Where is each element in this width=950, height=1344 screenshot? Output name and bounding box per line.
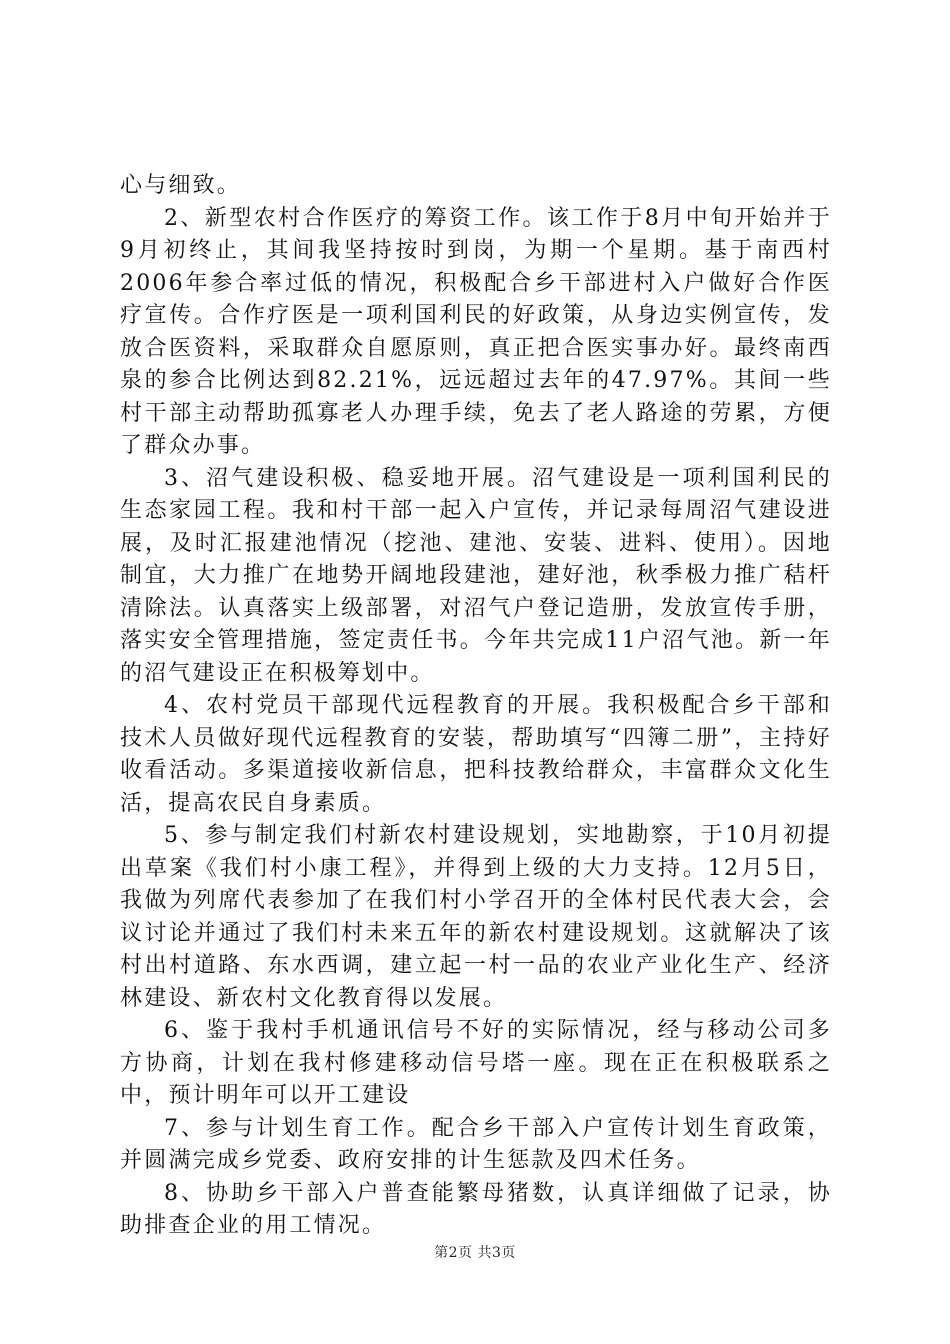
paragraph-item-7: 7、参与计划生育工作。配合乡干部入户宣传计划生育政策，并圆满完成乡党委、政府安排的计生惩款及四术任务。	[120, 1115, 832, 1173]
paragraph-continuation: 心与细致。	[120, 173, 242, 198]
paragraph-item-6: 6、鉴于我村手机通讯信号不好的实际情况，经与移动公司多方协商，计划在我村修建移动信号塔一座。现在正在积极联系之中，预计明年可以开工建设	[120, 1018, 832, 1108]
paragraph-item-8: 8、协助乡干部入户普查能繁母猪数，认真详细做了记录，协助排查企业的用工情况。	[120, 1180, 832, 1238]
paragraph-item-5: 5、参与制定我们村新农村建设规划，实地勘察，于10月初提出草案《我们村小康工程》，并得到上级的大力支持。12月5日，我做为列席代表参加了在我们村小学召开的全体村民代表大会，会议讨论并通过了我们村未来五年的新农村建设规划。这就解决了该村出村道路、东水西调，建立起一村一品的农业产业化生产、经济林建设、新农村文化教育得以发展。	[120, 823, 832, 1011]
page-footer: 第2页 共3页	[434, 1245, 516, 1261]
paragraph-item-4: 4、农村党员干部现代远程教育的开展。我积极配合乡干部和技术人员做好现代远程教育的安装，帮助填写“四簿二册”，主持好收看活动。多渠道接收新信息，把科技教给群众，丰富群众文化生活，提高农民自身素质。	[120, 693, 832, 816]
paragraph-item-3: 3、沼气建设积极、稳妥地开展。沼气建设是一项利国利民的生态家园工程。我和村干部一起入户宣传，并记录每周沼气建设进展，及时汇报建池情况（挖池、建池、安装、进料、使用）。因地制宜，大力推广在地势开阔地段建池，建好池，秋季极力推广秸杆清除法。认真落实上级部署，对沼气户登记造册，发放宣传手册，落实安全管理措施，签定责任书。今年共完成11户沼气池。新一年的沼气建设正在积极筹划中。	[120, 465, 832, 686]
paragraph-item-2: 2、新型农村合作医疗的筹资工作。该工作于8月中旬开始并于9月初终止，其间我坚持按时到岗，为期一个星期。基于南西村2006年参合率过低的情况，积极配合乡干部进村入户做好合作医疗宣传。合作疗医是一项利国利民的好政策，从身边实例宣传，发放合医资料，采取群众自愿原则，真正把合医实事办好。最终南西泉的参合比例达到82.21%，远远超过去年的47.97%。其间一些村干部主动帮助孤寡老人办理手续，免去了老人路途的劳累，方便了群众办事。	[120, 205, 832, 458]
document-body	[120, 170, 832, 1243]
